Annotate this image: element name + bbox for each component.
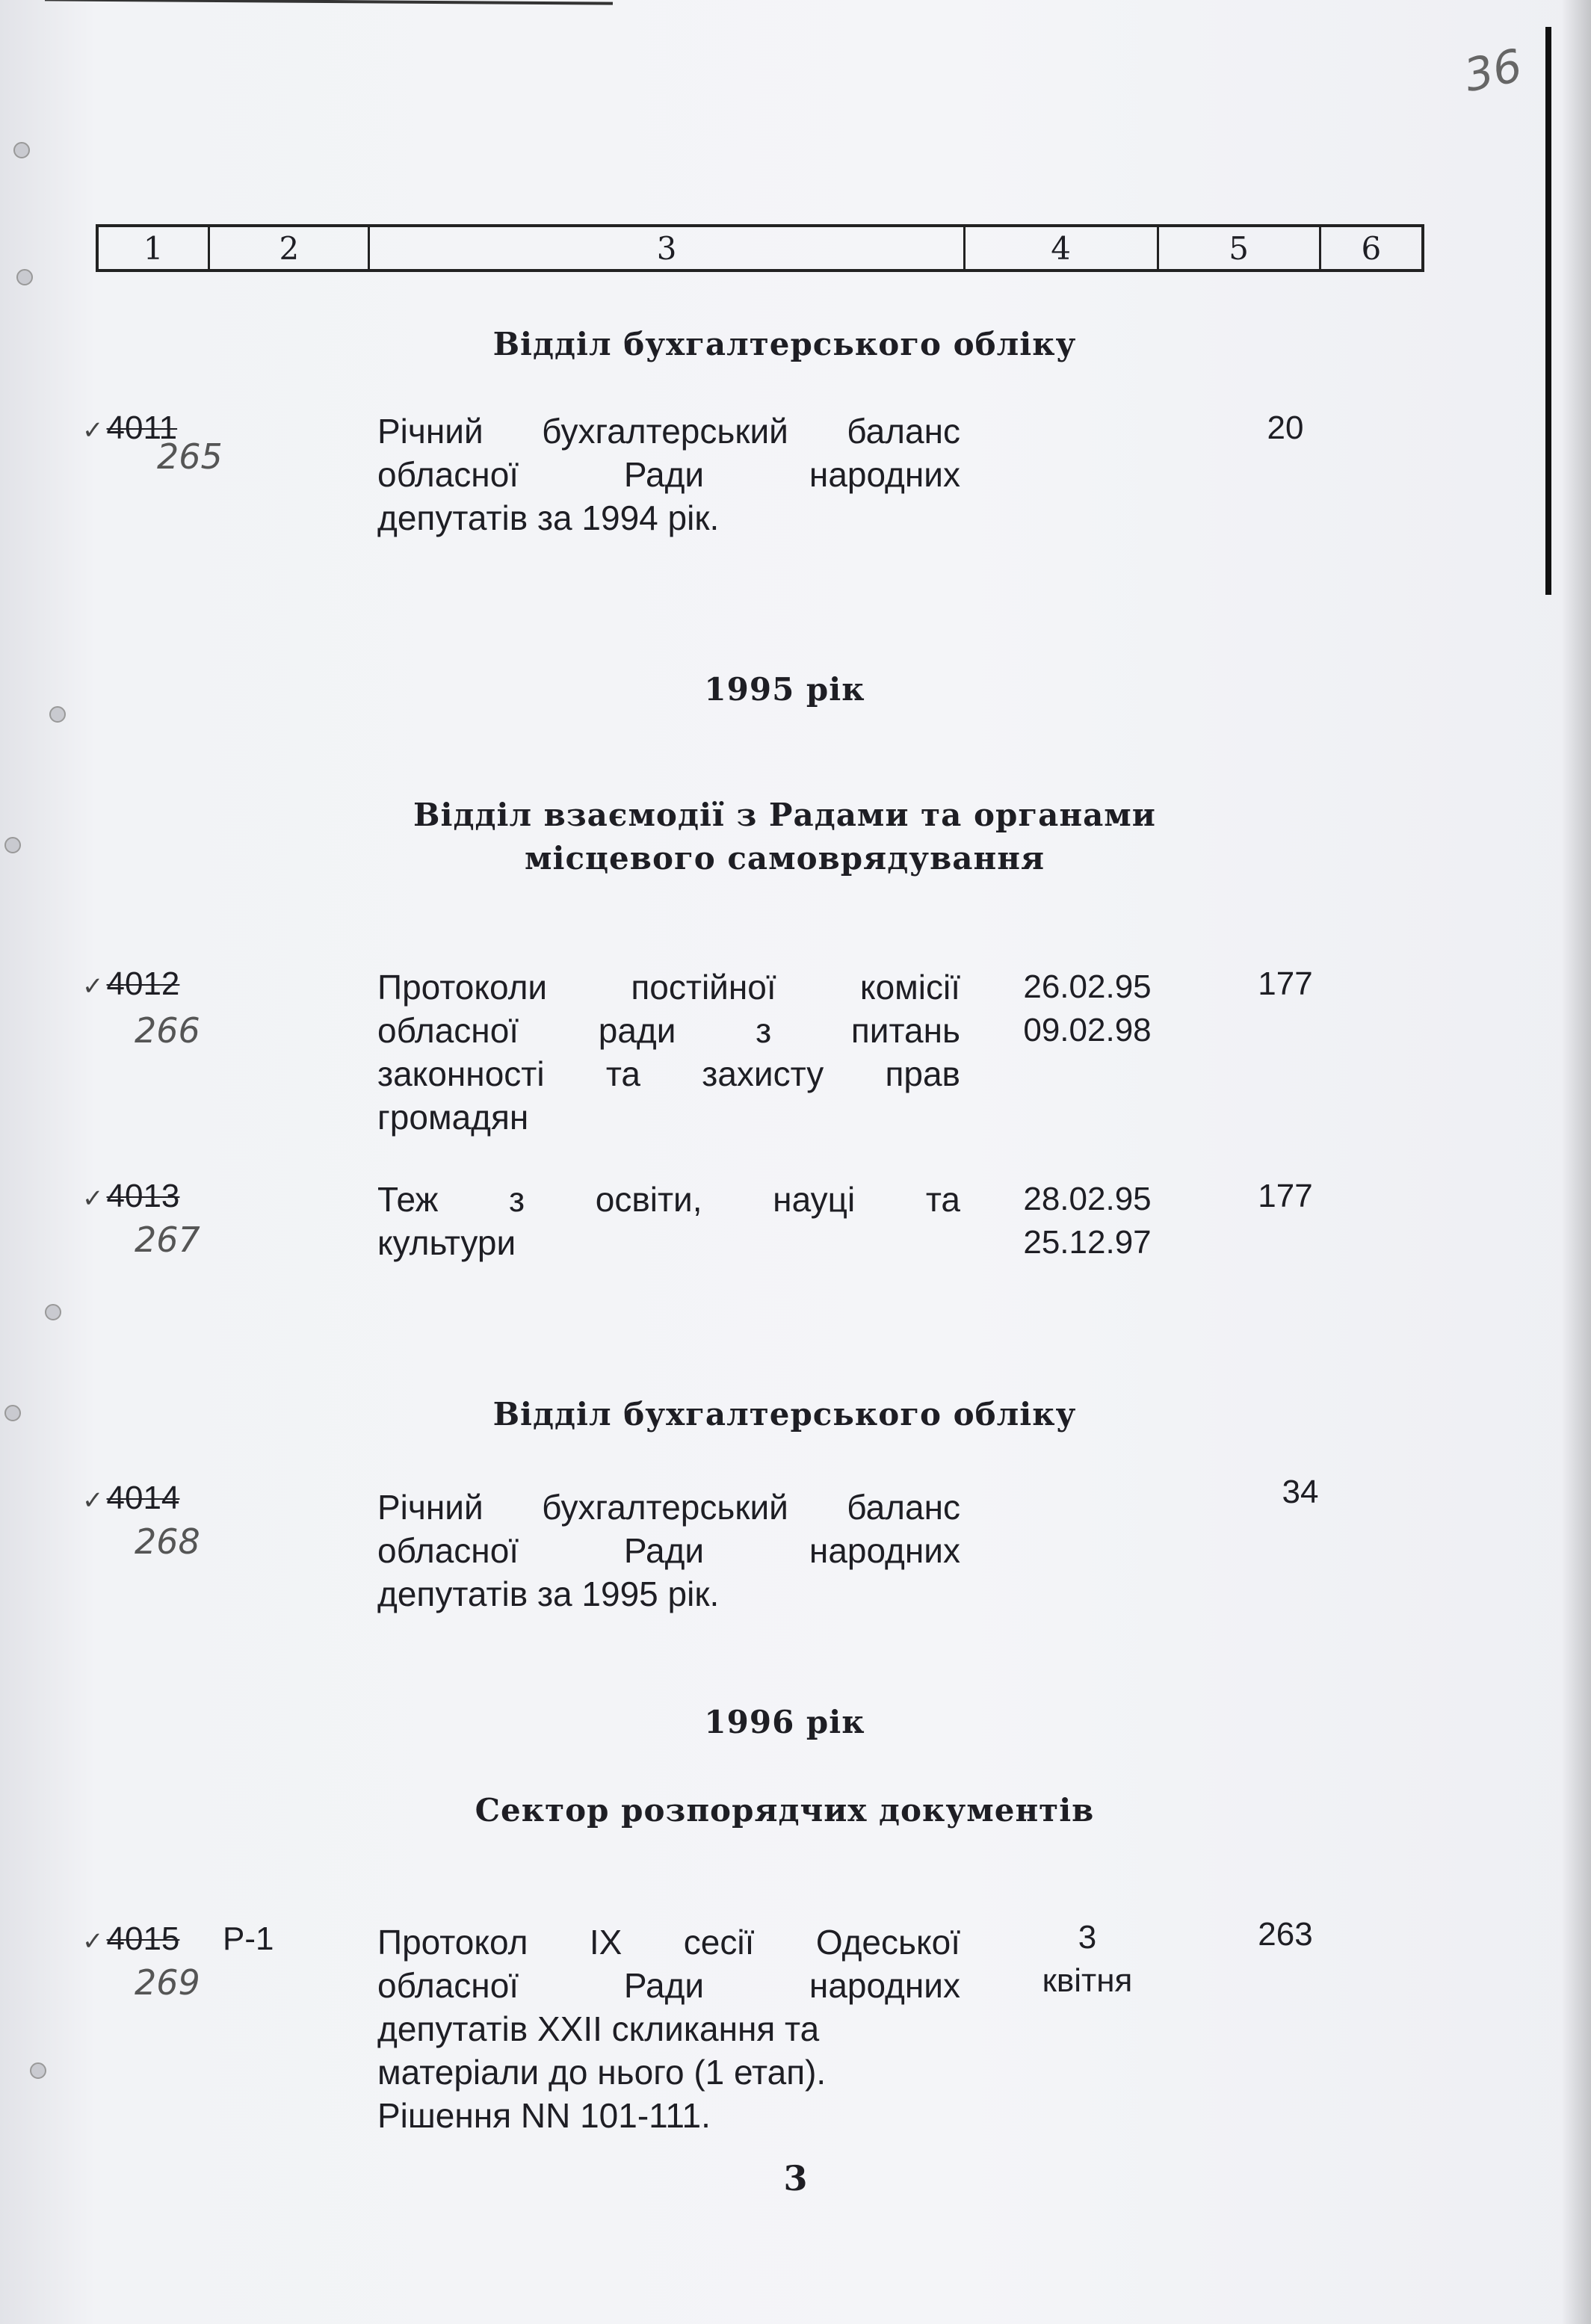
section-heading: Сектор розпорядчих документів: [475, 1792, 1095, 1829]
punch-hole: [45, 1304, 61, 1320]
column-2: 2: [210, 227, 370, 269]
sheet-count: 177: [1258, 1178, 1313, 1214]
column-5: 5: [1159, 227, 1321, 269]
check-icon: ✓: [82, 1184, 104, 1213]
entry-suffix: Р-1: [223, 1920, 274, 1957]
binding-edge: [1545, 27, 1551, 595]
check-icon: ✓: [82, 972, 104, 1001]
sheet-count: 177: [1258, 965, 1313, 1002]
entry-number: ✓4015: [82, 1920, 180, 1957]
list-item: [0, 1916, 1591, 2135]
list-item: [0, 1178, 1591, 1262]
year-heading: 1996 рік: [704, 1704, 865, 1740]
entry-number: ✓4011: [82, 410, 178, 446]
check-icon: ✓: [82, 1486, 104, 1515]
column-1: 1: [99, 227, 210, 269]
handwritten-number: 266: [135, 1010, 200, 1051]
entry-description: Протокол IX сесії Одеської обласної Ради народних депутатів XXII скликання та матеріали до нього (1 етап). Рішення NN 101-111.: [377, 1923, 960, 2135]
entry-description: Річний бухгалтерський баланс обласної Ради народних депутатів за 1995 рік.: [377, 1488, 960, 1613]
punch-hole: [4, 837, 21, 853]
punch-hole: [49, 706, 66, 723]
sheet-count: 263: [1258, 1916, 1313, 1953]
entry-dates: 28.02.95 25.12.97: [1023, 1181, 1152, 1261]
page-edge-shadow: [1561, 0, 1591, 2324]
handwritten-sheet-number: 36: [1459, 39, 1527, 103]
check-icon: ✓: [82, 1927, 104, 1956]
column-6: 6: [1361, 229, 1382, 267]
sheet-count: 34: [1282, 1474, 1319, 1510]
section-heading: Відділ бухгалтерського обліку: [492, 1396, 1077, 1433]
sheet-count: 20: [1267, 410, 1304, 446]
entry-dates: 3 квітня: [1042, 1919, 1133, 1999]
section-heading: місцевого самоврядування: [525, 840, 1045, 877]
section-heading: Відділ бухгалтерського обліку: [492, 326, 1077, 362]
handwritten-number: 268: [135, 1521, 200, 1562]
handwritten-number: 269: [135, 1962, 200, 2003]
handwritten-number: 265: [157, 436, 223, 477]
page-number: 3: [783, 2158, 808, 2198]
punch-hole: [4, 1405, 21, 1421]
entry-dates: 26.02.95 09.02.98: [1023, 968, 1152, 1048]
entry-number: ✓4014: [82, 1480, 180, 1516]
entry-description: Протоколи постійної комісії обласної ради з питань законності та захисту прав громадян: [377, 968, 960, 1137]
list-item: [0, 1474, 1591, 1613]
punch-hole: [30, 2062, 46, 2079]
entry-description: Річний бухгалтерський баланс обласної Ради народних депутатів за 1994 рік.: [377, 412, 960, 537]
entry-number: ✓4012: [82, 965, 180, 1002]
punch-hole: [16, 269, 33, 285]
column-3: 3: [370, 227, 965, 269]
entry-description: Теж з освіти, науці та культури: [377, 1180, 960, 1262]
top-rule: [45, 0, 613, 5]
column-4: 4: [966, 227, 1159, 269]
year-heading: 1995 рік: [704, 671, 865, 708]
entry-number: ✓4013: [82, 1178, 180, 1214]
column-header: [96, 224, 1424, 272]
punch-hole: [13, 142, 30, 158]
list-item: [0, 410, 1591, 537]
section-heading: Відділ взаємодії з Радами та органами: [413, 797, 1156, 833]
list-item: [0, 965, 1591, 1137]
handwritten-number: 267: [135, 1220, 200, 1260]
check-icon: ✓: [82, 416, 104, 445]
